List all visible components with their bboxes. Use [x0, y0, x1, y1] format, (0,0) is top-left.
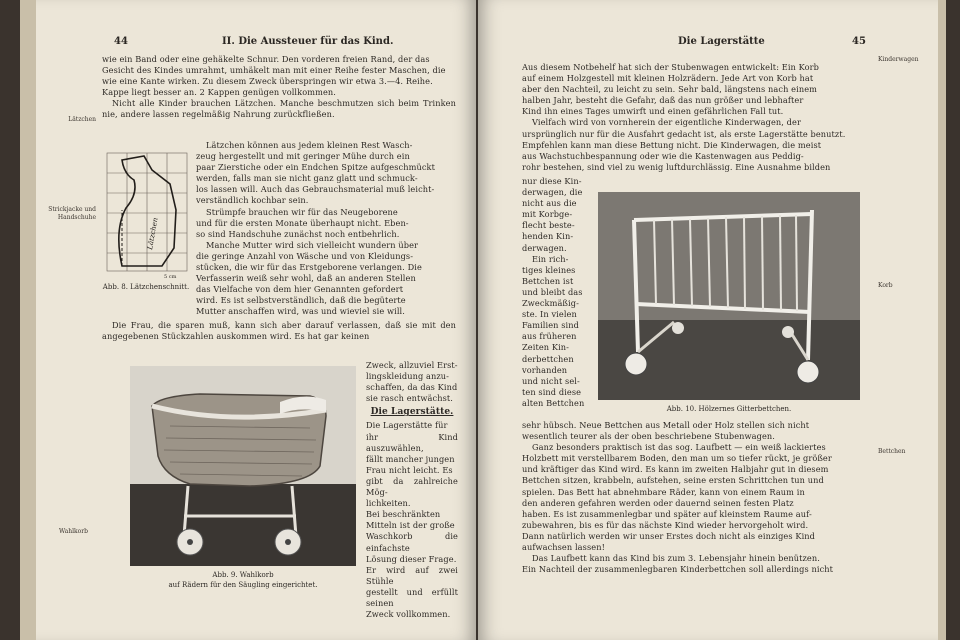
fig9-caption: [126, 570, 360, 590]
left-wrap-text: [196, 140, 456, 318]
margin-note-bettchen: Bettchen: [878, 448, 906, 455]
text-line: wesentlich teurer als der oben beschriebene Stubenwagen.: [522, 431, 775, 442]
text-line: lingskleidung anzu-: [366, 371, 450, 382]
section-heading: Die Lagerstätte.: [370, 407, 454, 418]
wicker-basket-photo: [130, 366, 356, 566]
text-line: vorhanden: [522, 364, 568, 375]
text-line: auf einem Holzgestell mit kleinen Holzrädern. Jede Art von Korb hat: [522, 73, 814, 84]
text-line: flecht beste-: [522, 220, 575, 231]
right-running-head: Die Lagerstätte: [678, 36, 765, 47]
text-line: gestellt und erfüllt seinen: [366, 586, 458, 608]
right-bottom-lines: [522, 420, 870, 575]
text-line: sie rasch entwächst.: [366, 393, 453, 404]
text-line: Er wird auf zwei Stühle: [366, 564, 458, 586]
text-line: Manche Mutter wird sich vielleicht wundern über: [206, 239, 419, 250]
text-line: zeug hergestellt und mit geringer Mühe durch ein: [196, 151, 410, 162]
text-line: wie ein Band oder eine gehäkelte Schnur. Den vorderen freien Rand, der das: [102, 54, 430, 64]
text-line: und nicht sel-: [522, 375, 580, 386]
text-line: Holzbett mit verstellbarem Boden, den man um so tiefer rückt, je größer: [522, 453, 832, 464]
text-line: das Vielfache von dem hier Genannten gefordert: [196, 284, 404, 295]
text-paragraph: Die Frau, die sparen muß, kann sich aber darauf verlassen, daß sie mit den angegebenen Stückzahlen auskommen wird. Es hat gar keinen: [102, 320, 456, 342]
fig8-scale: 5 cm: [164, 274, 177, 280]
right-top-lines: [522, 62, 870, 173]
text-line: aufwachsen lassen!: [522, 542, 605, 553]
text-line: und bleibt das: [522, 286, 583, 297]
text-line: sehr hübsch. Neue Bettchen aus Metall oder Holz stellen sich nicht: [522, 420, 810, 430]
text-line: ihr Kind auszuwählen,: [366, 431, 458, 453]
crib-photo: [598, 192, 860, 400]
text-line: tiges kleines: [522, 264, 576, 275]
left-running-head: II. Die Aussteuer für das Kind.: [222, 36, 394, 47]
text-line: nicht aus die: [522, 198, 577, 209]
paragraph-laetzchen: Nicht alle Kinder brauchen Lätzchen. Manche beschmutzen sich beim Trinken nie, andere lassen regelmäßig Nahrung zurückfließen.: [102, 98, 456, 120]
right-page-edge: [938, 0, 946, 640]
text-line: Ein rich-: [532, 253, 569, 264]
left-column-text: [366, 360, 458, 620]
text-line: Ein Nachteil der zusammenlegbaren Kinderbettchen soll allerdings nicht: [522, 564, 834, 575]
text-line: aber den Nachteil, zu leicht zu sein. Sehr bald, längstens nach einem: [522, 84, 818, 95]
text-line: ursprünglich nur für die Ausfahrt gedacht ist, als erste Lagerstätte benutzt.: [522, 128, 846, 139]
text-line: Bettchen sitzen, krabbeln, aufstehen, seine ersten Schrittchen tun und: [522, 475, 824, 486]
text-line: Empfehlen kann man diese Bettung nicht. Die Kinderwagen, die meist: [522, 139, 822, 150]
text-line: alten Bettchen: [522, 397, 585, 408]
text-line: Dann natürlich werden wir unser Erstes doch nicht als einziges Kind: [522, 530, 816, 541]
margin-note-strickjacke: Strickjacke und Handschuhe: [48, 206, 96, 221]
text-line: fällt mancher jungen: [366, 453, 455, 464]
text-line: Gesicht des Kindes umrahmt, umhäkelt man mit einer Reihe fester Maschen, die: [102, 65, 446, 76]
text-line: los lassen will. Auch das Gebrauchsmaterial muß leicht-: [196, 184, 435, 195]
text-line: Familien sind: [522, 320, 579, 331]
text-line: Kind ihn eines Tages umwirft und einen gefährlichen Fall tut.: [522, 106, 784, 117]
text-line: derwagen.: [522, 242, 567, 253]
text-line: Vielfach wird von vornherein der eigentliche Kinderwagen, der: [532, 117, 801, 128]
right-column-text: [522, 176, 588, 409]
left-full-paragraph: [102, 320, 456, 342]
text-line: rohr bestehen, sind viel zu wenig luftdurchlässig. Eine Ausnahme bilden: [522, 161, 831, 172]
text-line: Zweck, allzuviel Erst-: [366, 360, 458, 370]
bib-pattern-figure: [104, 150, 190, 280]
fig8-label: Lätzchen: [146, 217, 160, 251]
text-line: zubewahren, bis es für das nächste Kind wieder hervorgeholt wird.: [522, 519, 809, 530]
margin-note-laetzchen: Lätzchen: [68, 116, 96, 123]
text-line: Waschkorb die einfachste: [366, 531, 458, 553]
text-line: Lösung dieser Frage.: [366, 553, 457, 564]
text-line: stücken, die wir für das Erstgeborene verlangen. Die: [196, 262, 422, 273]
text-line: so sind Handschuhe zunächst noch entbehrlich.: [196, 228, 400, 239]
text-line: haben. Es ist zusammenlegbar und später auf kleinstem Raume auf-: [522, 508, 812, 519]
text-line: und für die ersten Monate überhaupt nicht. Eben-: [196, 217, 409, 228]
text-line: und kräftiger das Kind wird. Es kann im zweiten Halbjahr gut in diesem: [522, 464, 829, 475]
text-line: lichkeiten.: [366, 498, 411, 509]
text-line: paar Zierstiche oder ein Endchen Spitze aufgeschmückt: [196, 162, 435, 173]
text-line: gibt da zahlreiche Mög-: [366, 475, 458, 498]
text-line: Kappe liegt besser an. 2 Kappen genügen vollkommen.: [102, 87, 336, 98]
right-page: [478, 0, 938, 640]
margin-note-korb: Korb: [878, 282, 893, 289]
left-page: [36, 0, 476, 640]
text-line: Frau nicht leicht. Es: [366, 464, 453, 475]
fig9-caption-line-2: auf Rädern für den Säugling eingerichtet.: [168, 581, 318, 589]
text-line: Mutter anschaffen wird, was und wieviel sie will.: [196, 306, 405, 317]
text-line: halben Jahr, besteht die Gefahr, daß das nun größer und lebhafter: [522, 95, 804, 106]
text-line: den anderen gefahren werden oder dauernd seinen festen Platz: [522, 497, 794, 508]
text-line: Ganz besonders praktisch ist das sog. Laufbett — ein weiß lackiertes: [532, 442, 826, 453]
fig8-caption: Abb. 8. Lätzchenschnitt.: [102, 283, 190, 291]
text-line: Mitteln ist der große: [366, 520, 455, 531]
text-line: Bei beschränkten: [366, 509, 441, 520]
margin-note-kinderwagen: Kinderwagen: [878, 56, 919, 63]
text-line: die geringe Anzahl von Wäsche und von Kleidungs-: [196, 250, 414, 261]
text-line: Das Laufbett kann das Kind bis zum 3. Lebensjahr hinein benützen.: [532, 553, 820, 564]
text-line: spielen. Das Bett hat abnehmbare Räder, kann von einem Raum in: [522, 486, 805, 497]
fig10-caption: Abb. 10. Hölzernes Gitterbettchen.: [666, 405, 792, 413]
text-line: Zweckmäßig-: [522, 298, 579, 309]
text-line: Strümpfe brauchen wir für das Neugeborene: [206, 206, 398, 217]
left-page-number: 44: [114, 36, 128, 47]
text-line: schaffen, da das Kind: [366, 382, 458, 393]
text-line: Lätzchen können aus jedem kleinen Rest Wasch-: [206, 140, 413, 150]
text-line: henden Kin-: [522, 231, 574, 242]
text-line: wie eine Kante wirken. Zu diesem Zweck überspringen wir etwa 3.—4. Reihe.: [102, 76, 433, 87]
text-line: Zeiten Kin-: [522, 342, 570, 353]
right-page-number: 45: [852, 36, 866, 47]
fig9-caption-line-1: Abb. 9. Wahlkorb: [212, 571, 274, 579]
margin-note-wahlkorb: Wahlkorb: [59, 528, 88, 535]
text-line: nur diese Kin-: [522, 176, 582, 186]
text-line: Aus diesem Notbehelf hat sich der Stubenwagen entwickelt: Ein Korb: [522, 62, 820, 72]
text-line: werden, falls man sie nicht ganz glatt und schmuck-: [196, 173, 418, 184]
text-line: verständlich kochbar sein.: [196, 195, 309, 206]
text-line: Verfasserin weiß sehr wohl, daß an anderen Stellen: [196, 273, 416, 284]
text-line: mit Korbge-: [522, 209, 573, 220]
text-line: ten sind diese: [522, 386, 582, 397]
text-line: wird. Es ist selbstverständlich, daß die begüterte: [196, 295, 406, 306]
text-line: derbettchen: [522, 353, 574, 364]
left-top-lines: [102, 54, 456, 121]
text-line: aus früheren: [522, 331, 577, 342]
left-page-edge: [20, 0, 36, 640]
text-line: aus Wachstuchbespannung oder wie die Kastenwagen aus Peddig-: [522, 150, 804, 161]
text-line: derwagen, die: [522, 187, 583, 198]
text-line: Die Lagerstätte für: [366, 420, 448, 431]
text-line: ste. In vielen: [522, 309, 577, 320]
text-line: Zweck vollkommen.: [366, 609, 451, 620]
text-line: Bettchen ist: [522, 275, 574, 286]
